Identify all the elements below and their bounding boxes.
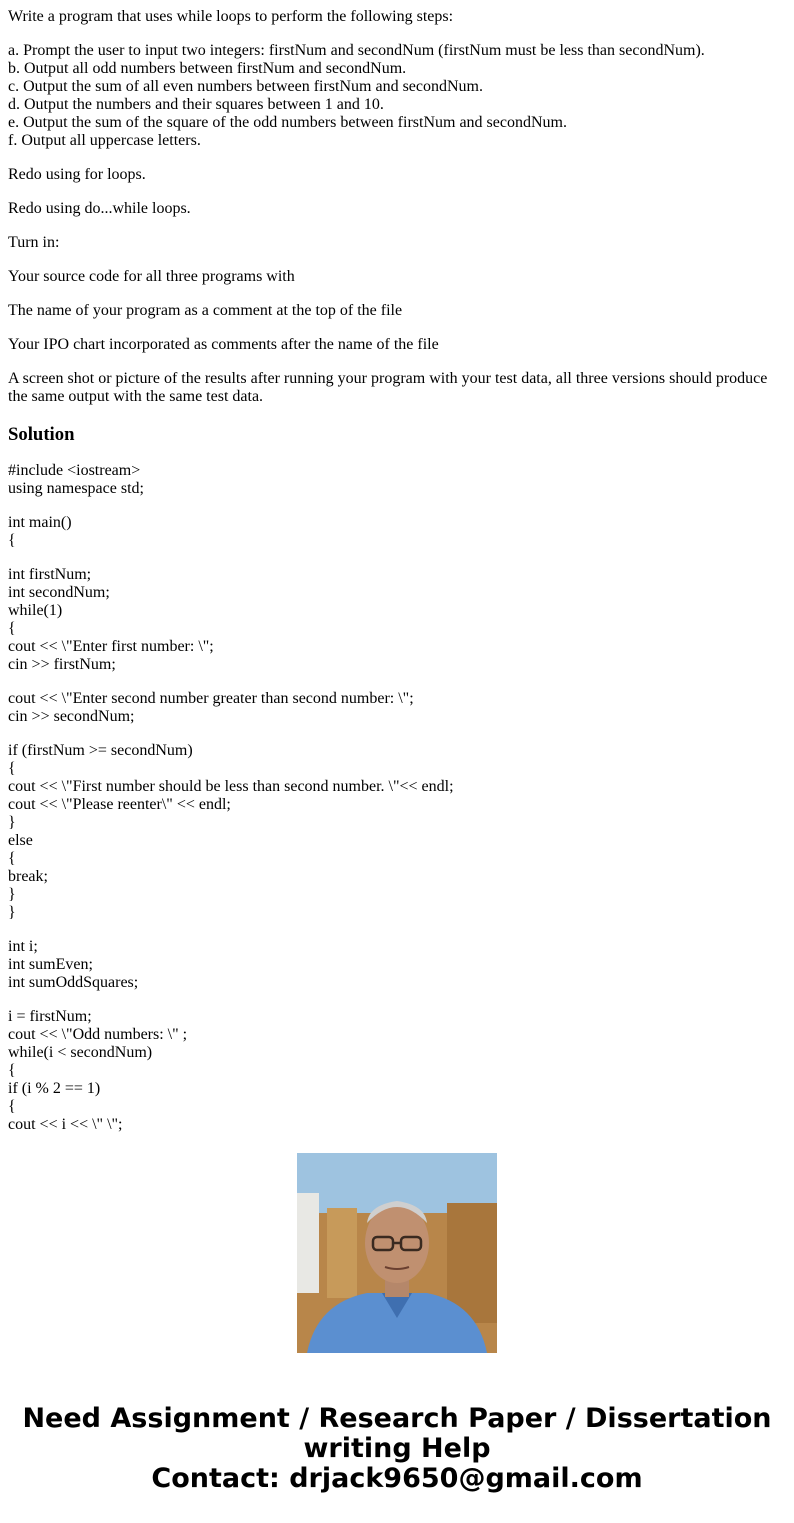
ipo-chart-text: Your IPO chart incorporated as comments after the name of the file: [8, 336, 439, 353]
code-line: cout << \"Please reenter\" << endl;: [8, 796, 231, 813]
code-line: cout << \"Enter second number greater than second number: \";: [8, 690, 414, 707]
code-gap: [8, 550, 784, 566]
code-line: int sumEven;: [8, 956, 93, 973]
code-line: int firstNum;: [8, 566, 92, 583]
code-line: int i;: [8, 938, 38, 955]
step-item: c. Output the sum of all even numbers between firstNum and secondNum.: [8, 78, 483, 95]
solution-code: [8, 462, 784, 1134]
author-avatar: [297, 1153, 497, 1353]
turn-in-text: Turn in:: [8, 234, 60, 251]
redo-do-while-text: Redo using do...while loops.: [8, 200, 191, 217]
code-line: cout << \"Odd numbers: \" ;: [8, 1026, 188, 1043]
program-name-text: The name of your program as a comment at the top of the file: [8, 302, 403, 319]
question-section: [8, 8, 784, 406]
document-content: [8, 0, 784, 1133]
code-line: int secondNum;: [8, 584, 110, 601]
step-item: f. Output all uppercase letters.: [8, 132, 201, 149]
code-line: int sumOddSquares;: [8, 974, 139, 991]
step-item: e. Output the sum of the square of the odd numbers between firstNum and secondNum.: [8, 114, 567, 131]
code-line: {: [8, 1062, 16, 1079]
promo-banner: [0, 1404, 794, 1494]
source-code-text: Your source code for all three programs with: [8, 268, 295, 285]
promo-line: Need Assignment / Research Paper / Dissertation: [22, 1403, 772, 1434]
code-line: cout << i << \" \";: [8, 1116, 123, 1133]
author-portrait-image: [297, 1153, 497, 1353]
promo-contact: Contact: drjack9650@gmail.com: [151, 1463, 643, 1494]
code-line: cin >> secondNum;: [8, 708, 135, 725]
code-line: {: [8, 1098, 16, 1115]
code-line: using namespace std;: [8, 480, 144, 497]
code-gap: [8, 674, 784, 690]
code-line: if (i % 2 == 1): [8, 1080, 101, 1097]
screenshot-note-text: A screen shot or picture of the results after running your program with your test data, all three versions should produce the same output with the same test data.: [8, 370, 768, 405]
code-line: {: [8, 850, 16, 867]
code-line: cout << \"First number should be less than second number. \"<< endl;: [8, 778, 454, 795]
code-line: }: [8, 814, 16, 831]
code-line: cin >> firstNum;: [8, 656, 116, 673]
code-line: {: [8, 620, 16, 637]
step-item: d. Output the numbers and their squares between 1 and 10.: [8, 96, 384, 113]
code-line: while(1): [8, 602, 63, 619]
code-gap: [8, 498, 784, 514]
code-gap: [8, 726, 784, 742]
code-line: if (firstNum >= secondNum): [8, 742, 193, 759]
code-line: {: [8, 760, 16, 777]
code-line: int main(): [8, 514, 72, 531]
question-intro: Write a program that uses while loops to perform the following steps:: [8, 8, 454, 25]
redo-for-text: Redo using for loops.: [8, 166, 146, 183]
solution-heading: Solution: [8, 424, 75, 445]
step-item: b. Output all odd numbers between firstNum and secondNum.: [8, 60, 407, 77]
code-line: else: [8, 832, 33, 849]
code-line: while(i < secondNum): [8, 1044, 153, 1061]
code-line: }: [8, 904, 16, 921]
code-line: cout << \"Enter first number: \";: [8, 638, 214, 655]
code-line: {: [8, 532, 16, 549]
step-item: a. Prompt the user to input two integers: firstNum and secondNum (firstNum must be less than secondNum).: [8, 42, 705, 59]
code-line: i = firstNum;: [8, 1008, 92, 1025]
code-gap: [8, 922, 784, 938]
code-line: break;: [8, 868, 48, 885]
code-gap: [8, 992, 784, 1008]
promo-line: writing Help: [303, 1433, 491, 1464]
code-line: }: [8, 886, 16, 903]
code-line: #include <iostream>: [8, 462, 141, 479]
